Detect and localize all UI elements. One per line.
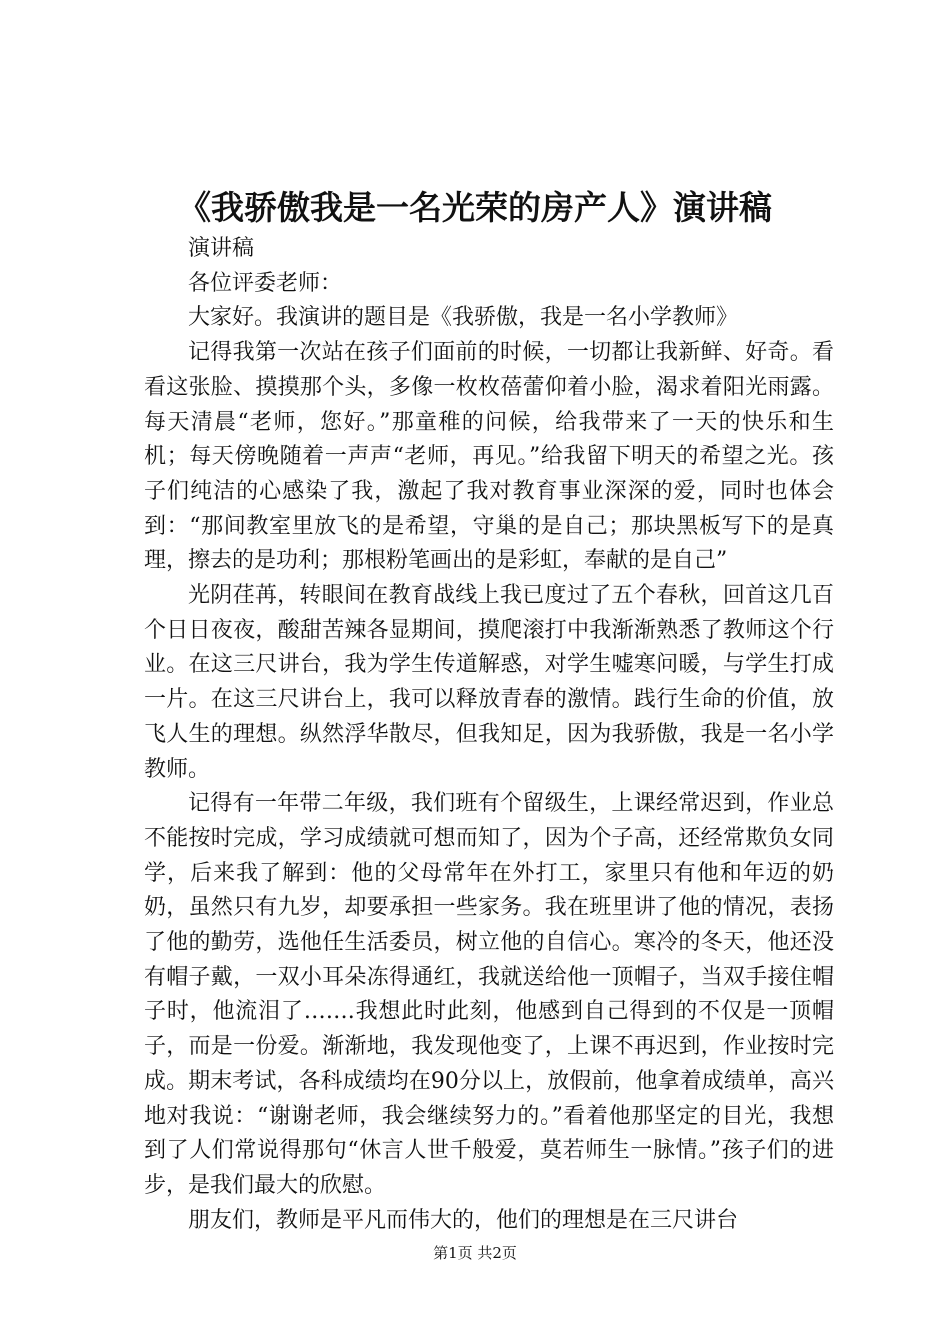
page-number-footer: 第1页 共2页	[433, 1244, 517, 1262]
paragraph-first-day: 记得我第一次站在孩子们面前的时候，一切都让我新鲜、好奇。看看这张脸、摸摸那个头，多像一枚枚蓓蕾仰着小脸，渴求着阳光雨露。每天清晨“老师，您好。”那童稚的问候，给我带来了一天的快乐和生机；每天傍晚随着一声声“老师，再见。”给我留下明天的希望之光。孩子们纯洁的心感染了我，激起了我对教育事业深深的爱，同时也体会到：“那间教室里放飞的是希望，守巢的是自己；那块黑板写下的是真理，擦去的是功利；那根粉笔画出的是彩虹，奉献的是自己”	[144, 340, 834, 574]
document-title: 《我骄傲我是一名光荣的房产人》演讲稿	[178, 188, 772, 227]
paragraph-five-years: 光阴荏苒，转眼间在教育战线上我已度过了五个春秋，回首这几百个日日夜夜，酸甜苦辣各显期间，摸爬滚打中我渐渐熟悉了教师这个行业。在这三尺讲台，我为学生传道解惑，对学生嘘寒问暖，与学生打成一片。在这三尺讲台上，我可以释放青春的激情。践行生命的价值，放飞人生的理想。纵然浮华散尽，但我知足，因为我骄傲，我是一名小学教师。	[144, 583, 834, 782]
paragraph-student-story: 记得有一年带二年级，我们班有个留级生，上课经常迟到，作业总不能按时完成，学习成绩就可想而知了，因为个子高，还经常欺负女同学，后来我了解到：他的父母常年在外打工，家里只有他和年迈的奶奶，虽然只有九岁，却要承担一些家务。我在班里讲了他的情况，表扬了他的勤劳，选他任生活委员，树立他的自信心。寒冷的冬天，他还没有帽子戴，一双小耳朵冻得通红，我就送给他一顶帽子，当双手接住帽子时，他流泪了…….我想此时此刻，他感到自己得到的不仅是一顶帽子，而是一份爱。渐渐地，我发现他变了，上课不再迟到，作业按时完成。期末考试，各科成绩均在90分以上，放假前，他拿着成绩单，高兴地对我说：“谢谢老师，我会继续努力的。”看着他那坚定的目光，我想到了人们常说得那句“休言人世千般爱，莫若师生一脉情。”孩子们的进步，是我们最大的欣慰。	[144, 791, 834, 1198]
paragraph-closing: 朋友们，教师是平凡而伟大的，他们的理想是在三尺讲台	[188, 1207, 739, 1233]
paragraph-salutation: 各位评委老师：	[188, 270, 343, 296]
paragraph-heading-label: 演讲稿	[188, 236, 255, 261]
paragraph-greeting: 大家好。我演讲的题目是《我骄傲，我是一名小学教师》	[188, 305, 739, 331]
document-body	[144, 232, 834, 1238]
